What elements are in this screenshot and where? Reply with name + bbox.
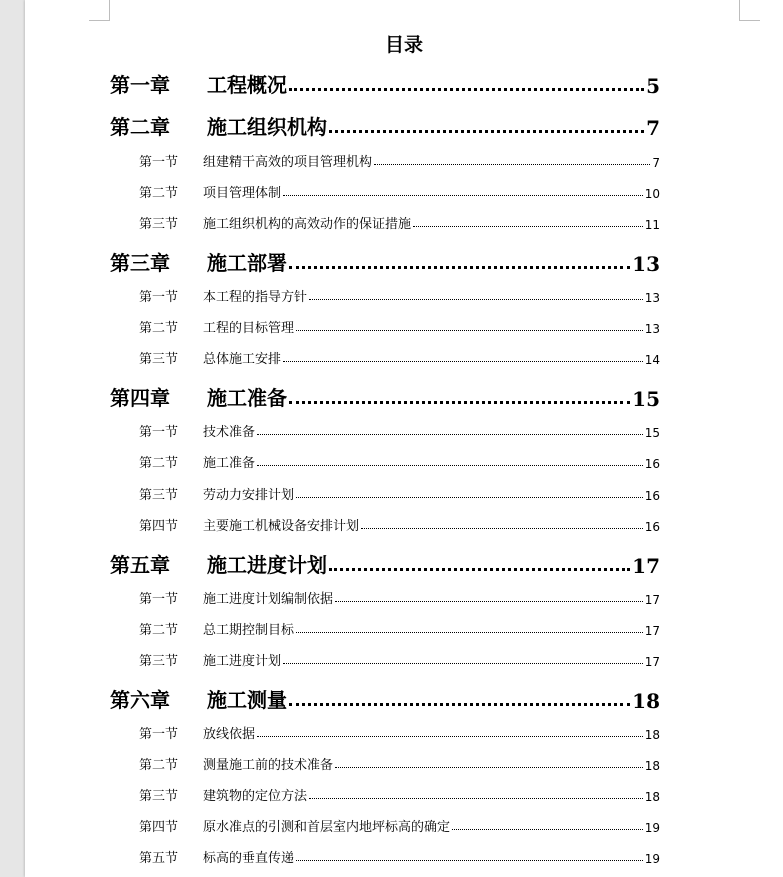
dot-leader xyxy=(296,330,643,331)
entry-number: 第四节 xyxy=(139,820,179,835)
entry-title: 施工进度计划 xyxy=(203,654,282,669)
entry-page-number: 17 xyxy=(644,655,660,669)
dot-leader xyxy=(335,601,643,602)
entry-number: 第四章 xyxy=(110,386,170,410)
toc-section-entry[interactable] xyxy=(139,150,660,170)
entry-title: 工程概况 xyxy=(207,73,287,97)
entry-page-number: 7 xyxy=(646,116,660,140)
entry-page-number: 11 xyxy=(644,218,660,232)
entry-title: 本工程的指导方针 xyxy=(203,290,308,305)
toc-section-entry[interactable] xyxy=(139,420,660,440)
entry-page-number: 13 xyxy=(644,322,660,336)
dot-leader xyxy=(283,195,643,196)
dot-leader xyxy=(361,528,643,529)
toc-section-entry[interactable] xyxy=(139,784,660,804)
toc-chapter-entry[interactable] xyxy=(110,112,660,140)
entry-page-number: 16 xyxy=(644,520,660,534)
entry-page-number: 10 xyxy=(644,187,660,201)
entry-page-number: 15 xyxy=(632,387,660,411)
entry-number: 第三节 xyxy=(139,488,179,503)
toc-chapter-entry[interactable] xyxy=(110,248,660,276)
entry-page-number: 15 xyxy=(644,426,660,440)
toc-section-entry[interactable] xyxy=(139,846,660,866)
entry-number: 第二节 xyxy=(139,758,179,773)
dot-leader xyxy=(289,401,630,404)
entry-page-number: 17 xyxy=(632,554,660,578)
entry-number: 第三节 xyxy=(139,352,179,367)
toc-chapter-entry[interactable] xyxy=(110,550,660,578)
entry-title: 建筑物的定位方法 xyxy=(203,789,308,804)
toc-section-entry[interactable] xyxy=(139,618,660,638)
toc-chapter-entry[interactable] xyxy=(110,685,660,713)
entry-number: 第二节 xyxy=(139,186,179,201)
toc-section-entry[interactable] xyxy=(139,649,660,669)
entry-title: 工程的目标管理 xyxy=(203,321,295,336)
entry-number: 第三节 xyxy=(139,217,179,232)
entry-title: 施工准备 xyxy=(203,456,256,471)
dot-leader xyxy=(309,798,643,799)
toc-section-entry[interactable] xyxy=(139,483,660,503)
dot-leader xyxy=(329,568,630,571)
toc-section-entry[interactable] xyxy=(139,285,660,305)
entry-title: 施工测量 xyxy=(207,688,287,712)
entry-title: 总体施工安排 xyxy=(203,352,282,367)
dot-leader xyxy=(413,226,643,227)
dot-leader xyxy=(257,465,643,466)
entry-number: 第六章 xyxy=(110,688,170,712)
entry-title: 项目管理体制 xyxy=(203,186,282,201)
entry-title: 测量施工前的技术准备 xyxy=(203,758,334,773)
dot-leader xyxy=(289,88,644,91)
entry-number: 第一节 xyxy=(139,592,179,607)
entry-page-number: 18 xyxy=(644,728,660,742)
entry-title: 原水准点的引测和首层室内地坪标高的确定 xyxy=(203,820,451,835)
entry-number: 第二节 xyxy=(139,321,179,336)
entry-number: 第一节 xyxy=(139,290,179,305)
entry-title: 标高的垂直传递 xyxy=(203,851,295,866)
entry-page-number: 5 xyxy=(646,74,660,98)
entry-page-number: 13 xyxy=(632,252,660,276)
entry-page-number: 17 xyxy=(644,593,660,607)
entry-page-number: 14 xyxy=(644,353,660,367)
entry-number: 第一章 xyxy=(110,73,170,97)
entry-page-number: 19 xyxy=(644,821,660,835)
entry-title: 技术准备 xyxy=(203,425,256,440)
toc-section-entry[interactable] xyxy=(139,212,660,232)
entry-title: 劳动力安排计划 xyxy=(203,488,295,503)
toc-section-entry[interactable] xyxy=(139,347,660,367)
dot-leader xyxy=(329,130,644,133)
entry-page-number: 18 xyxy=(632,689,660,713)
entry-page-number: 18 xyxy=(644,790,660,804)
margin-corner-mark xyxy=(89,0,110,21)
entry-number: 第三章 xyxy=(110,251,170,275)
entry-number: 第二章 xyxy=(110,115,170,139)
entry-title: 施工准备 xyxy=(207,386,287,410)
toc-section-entry[interactable] xyxy=(139,722,660,742)
entry-page-number: 18 xyxy=(644,759,660,773)
dot-leader xyxy=(374,164,650,165)
dot-leader xyxy=(283,361,643,362)
document-page xyxy=(25,0,783,877)
entry-title: 施工部署 xyxy=(207,251,287,275)
toc-section-entry[interactable] xyxy=(139,316,660,336)
dot-leader xyxy=(452,829,643,830)
dot-leader xyxy=(296,860,643,861)
entry-number: 第二节 xyxy=(139,456,179,471)
dot-leader xyxy=(289,703,630,706)
entry-number: 第三节 xyxy=(139,654,179,669)
dot-leader xyxy=(283,663,643,664)
entry-number: 第一节 xyxy=(139,155,179,170)
toc-title: 目录 xyxy=(384,34,423,56)
entry-number: 第一节 xyxy=(139,727,179,742)
entry-title: 施工进度计划 xyxy=(207,553,327,577)
entry-title: 施工进度计划编制依据 xyxy=(203,592,334,607)
entry-title: 主要施工机械设备安排计划 xyxy=(203,519,360,534)
entry-page-number: 7 xyxy=(652,156,660,170)
toc-section-entry[interactable] xyxy=(139,753,660,773)
entry-number: 第四节 xyxy=(139,519,179,534)
entry-number: 第二节 xyxy=(139,623,179,638)
toc-section-entry[interactable] xyxy=(139,587,660,607)
dot-leader xyxy=(257,434,643,435)
dot-leader xyxy=(296,497,643,498)
entry-page-number: 13 xyxy=(644,291,660,305)
dot-leader xyxy=(335,767,643,768)
toc-chapter-entry[interactable] xyxy=(110,383,660,411)
entry-title: 施工组织机构 xyxy=(207,115,327,139)
dot-leader xyxy=(257,736,643,737)
entry-page-number: 17 xyxy=(644,624,660,638)
toc-section-entry[interactable] xyxy=(139,181,660,201)
entry-title: 施工组织机构的高效动作的保证措施 xyxy=(203,217,412,232)
entry-number: 第一节 xyxy=(139,425,179,440)
toc-section-entry[interactable] xyxy=(139,514,660,534)
entry-title: 组建精干高效的项目管理机构 xyxy=(203,155,373,170)
toc-section-entry[interactable] xyxy=(139,451,660,471)
entry-number: 第五章 xyxy=(110,553,170,577)
entry-page-number: 16 xyxy=(644,489,660,503)
entry-number: 第五节 xyxy=(139,851,179,866)
entry-title: 放线依据 xyxy=(203,727,256,742)
dot-leader xyxy=(289,266,630,269)
dot-leader xyxy=(296,632,643,633)
margin-corner-mark xyxy=(739,0,760,21)
entry-page-number: 16 xyxy=(644,457,660,471)
toc-chapter-entry[interactable] xyxy=(110,70,660,98)
entry-page-number: 19 xyxy=(644,852,660,866)
dot-leader xyxy=(309,299,643,300)
entry-title: 总工期控制目标 xyxy=(203,623,295,638)
entry-number: 第三节 xyxy=(139,789,179,804)
toc-section-entry[interactable] xyxy=(139,815,660,835)
